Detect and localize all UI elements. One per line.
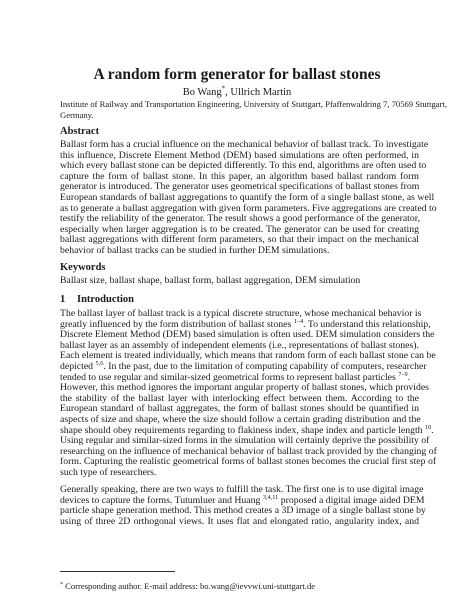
- body-line: Discrete Element Method (DEM) based simulation is often used. DEM simulation considers the: [60, 329, 435, 341]
- body-line: Generally speaking, there are two ways to fulfill the task. The first one is to use digital image: [60, 484, 424, 495]
- body-text: .: [431, 424, 434, 436]
- body-text: proposed a digital image aided DEM: [278, 494, 425, 506]
- citation-ref: 1–4: [293, 317, 304, 325]
- body-line: form. Capturing the realistic geometrical forms of ballast stones becomes the crucial first step of: [60, 456, 437, 468]
- body-text: tended to use regular and similar-sized geometrical forms to represent ballast particles: [60, 371, 399, 383]
- abstract-line: ballast aggregations with different form parameters, so that their impact on the mechanical: [60, 234, 419, 246]
- body-line: particle shape generation method. This method creates a 3D image of a single ballast stone by: [60, 505, 426, 517]
- body-line: the stability of the ballast layer with interlocking effect between them. According to the: [60, 392, 419, 404]
- abstract-line: as to generate a ballast aggregation with given form parameters. Five aggregations are created to: [60, 202, 437, 214]
- citation-ref: 3,4,11: [262, 493, 279, 501]
- paper-title: A random form generator for ballast stones: [93, 66, 381, 83]
- affiliation-line: Institute of Railway and Transportation Engineering, University of Stuttgart, Pfaffenwaldring 7, 70569 Stuttgart,: [60, 99, 447, 109]
- body-line: aspects of size and shape, where the size should follow a certain grading distribution and the: [60, 413, 421, 425]
- author-name: Bo Wang: [182, 87, 222, 98]
- keywords-text: Ballast size, ballast shape, ballast form, ballast aggregation, DEM simulation: [60, 275, 361, 286]
- abstract-line: this influence, Discrete Element Method (DEM) based simulations are often performed, in: [60, 149, 419, 161]
- section-number: 1: [60, 294, 66, 305]
- author-list: [0, 86, 474, 99]
- body-text: .: [407, 371, 411, 383]
- body-line: The ballast layer of ballast track is a typical discrete structure, whose mechanical behavior is: [60, 308, 422, 319]
- affiliation: [60, 99, 447, 121]
- introduction-paragraph-2: [60, 484, 426, 527]
- footnote-mark: *: [60, 582, 63, 588]
- body-text: greatly influenced by the form distribution of ballast stones: [60, 318, 294, 330]
- footnote: [60, 581, 420, 592]
- abstract-line: capture the form of ballast stone. In this paper, an algorithm based ballast random form: [60, 170, 419, 182]
- body-line: European standard of ballast aggregates, the form of ballast stones should be quantified in: [60, 403, 419, 415]
- abstract-line: especially when larger aggregation is to be created. The generator can be used for creating: [60, 223, 419, 235]
- body-text: shape should obey requirements regarding to flakiness index, shape index and particle length: [60, 424, 425, 436]
- introduction-paragraph-1: [60, 308, 437, 479]
- introduction-heading: [60, 293, 420, 306]
- body-text: . In the past, due to the limitation of computing capability of computers, researcher: [103, 360, 427, 372]
- body-text: depicted: [60, 360, 96, 372]
- section-title: Introduction: [77, 294, 134, 305]
- footnote-text: Corresponding author. E-mail address: bo.wang@ievvwi.uni-stuttgart.de: [63, 581, 316, 591]
- body-line: ballast layer as an assembly of independent elements (i.e., representations of ballast stones).: [60, 339, 419, 351]
- abstract-body: [60, 139, 437, 257]
- author-name: Ullrich Martin: [230, 87, 292, 98]
- body-line: researching on the influence of mechanical behavior of ballast track provided by the changing of: [60, 445, 437, 457]
- body-text: . To understand this relationship,: [303, 318, 431, 330]
- body-text: devices to capture the forms. Tutumluer and Huang: [60, 494, 263, 506]
- body-line: Each element is treated individually, which means that random form of each ballast stone can be: [60, 350, 436, 362]
- abstract-heading: Abstract: [60, 126, 100, 137]
- footnote-divider: [60, 571, 175, 572]
- body-line: using of three 2D orthogonal views. It uses flat and elongated ratio, angularity index, and: [60, 515, 419, 527]
- body-line: Using regular and similar-sized forms in the simulation will certainly deprive the possibility of: [60, 435, 430, 447]
- citation-ref: 5,6: [95, 359, 104, 367]
- abstract-line: European standards of ballast aggregations to quantify the form of a single ballast stone, as well: [60, 191, 435, 203]
- author-separator: ,: [225, 87, 231, 98]
- abstract-line: generator is introduced. The generator uses geometrical specifications of ballast stones from: [60, 181, 420, 193]
- body-line: such type of researchers.: [60, 466, 157, 478]
- affiliation-line: Germany.: [60, 110, 94, 120]
- body-line: However, this method ignores the important angular property of ballast stones, which provides: [60, 382, 429, 394]
- abstract-line: Ballast form has a crucial influence on the mechanical behavior of ballast track. To investigate: [60, 139, 429, 150]
- citation-ref: 10: [424, 423, 432, 431]
- abstract-line: testify the reliability of the generator. The result shows a good performance of the generator,: [60, 213, 421, 225]
- abstract-line: behavior of ballast tracks can be studied in further DEM simulations.: [60, 244, 330, 256]
- citation-ref: 7–9: [398, 370, 408, 378]
- keywords-heading: Keywords: [60, 262, 106, 273]
- corresponding-author-mark: *: [221, 84, 226, 93]
- abstract-line: which every ballast stone can be depicted differently. To this end, algorithms are often used to: [60, 160, 427, 172]
